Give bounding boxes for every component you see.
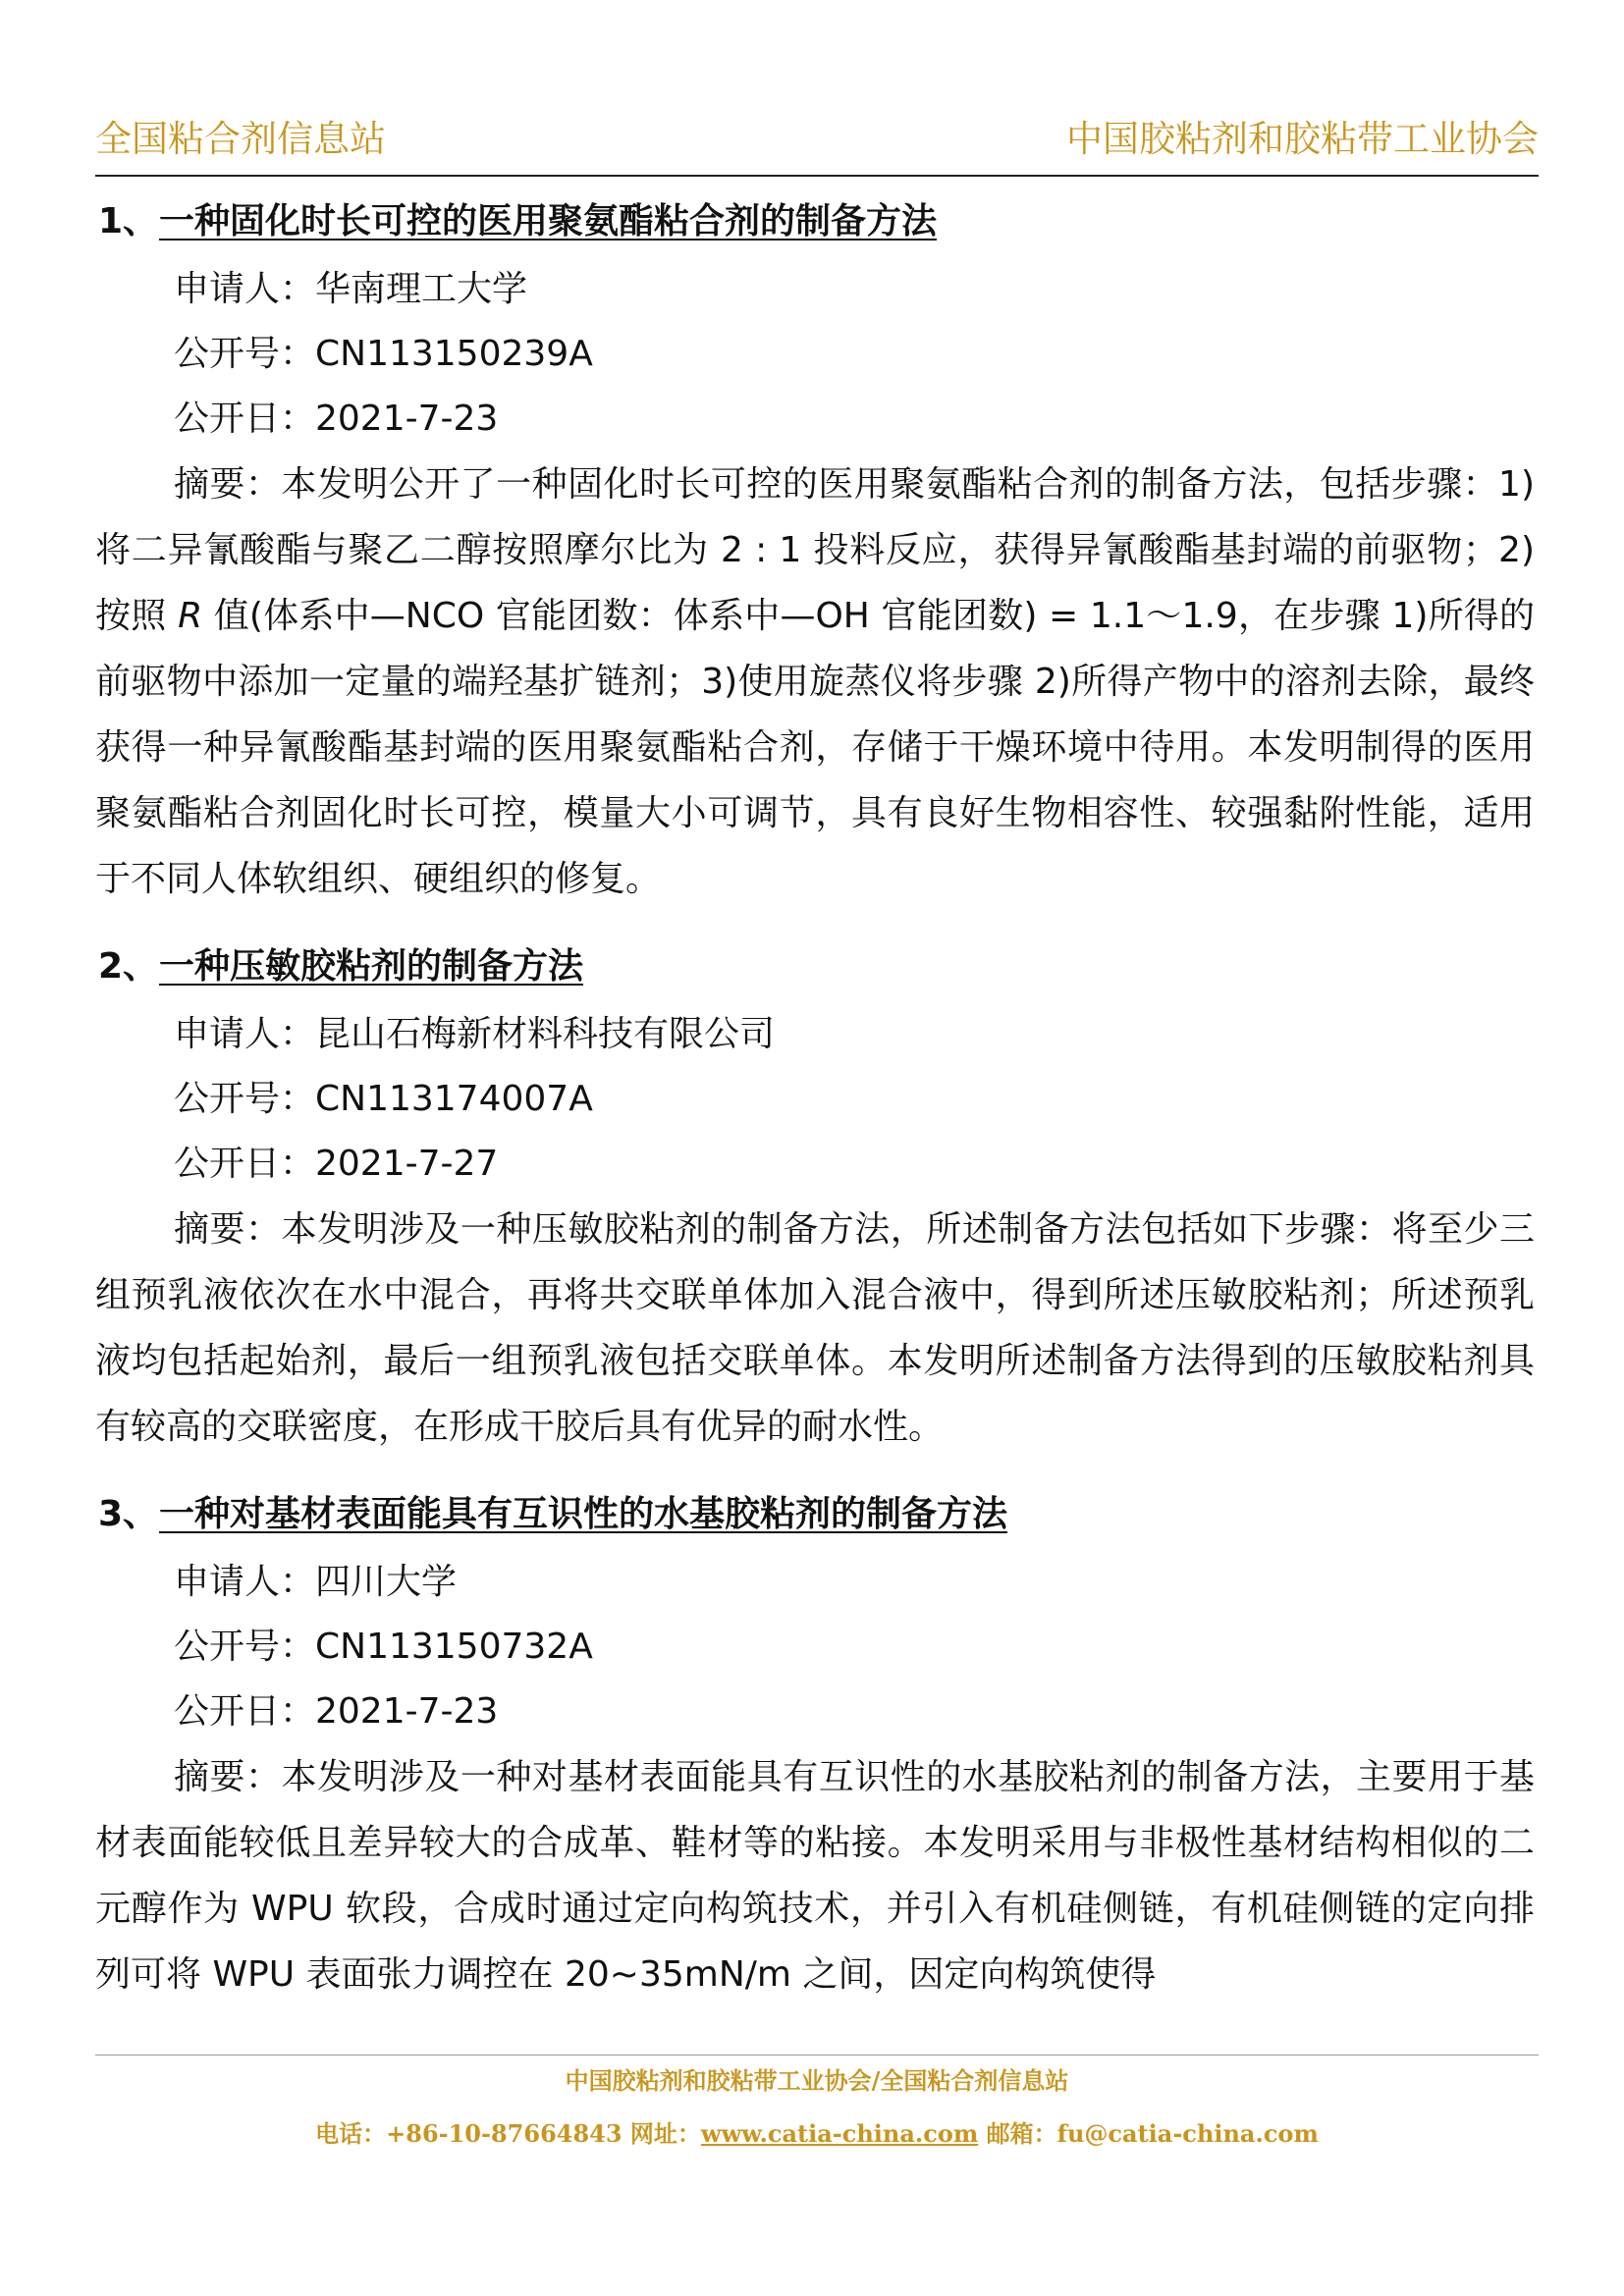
patent-title bbox=[98, 1487, 1539, 1550]
footer-contact bbox=[95, 2118, 1539, 2150]
publication-number: 公开号：CN113174007A bbox=[174, 1079, 593, 1119]
publication-number: 公开号：CN113150239A bbox=[174, 334, 593, 374]
abstract: 摘要：本发明涉及一种对基材表面能具有互识性的水基胶粘剂的制备方法，主要用于基材表面能较低且差异较大的合成革、鞋材等的粘接。本发明采用与非极性基材结构相似的二元醇作为 WPU 软段，合成时通过定向构筑技术，并引入有机硅侧链，有机硅侧链的定向排列可将 WPU 表面张力调控在 20~35mN/m 之间，因定向构筑使得 bbox=[95, 1757, 1535, 1995]
header-site-name: 全国粘合剂信息站 bbox=[95, 118, 386, 160]
abstract: 摘要：本发明涉及一种压敏胶粘剂的制备方法，所述制备方法包括如下步骤：将至少三组预乳液依次在水中混合，再将共交联单体加入混合液中，得到所述压敏胶粘剂；所述预乳液均包括起始剂，最后一组预乳液包括交联单体。本发明所述制备方法得到的压敏胶粘剂具有较高的交联密度，在形成干胶后具有优异的耐水性。 bbox=[95, 1209, 1535, 1447]
footer-phone: 电话：+86-10-87664843 网址： bbox=[315, 2119, 701, 2148]
footer-organization: 中国胶粘剂和胶粘带工业协会/全国粘合剂信息站 bbox=[565, 2066, 1069, 2095]
patent-title-text: 一种对基材表面能具有互识性的水基胶粘剂的制备方法 bbox=[159, 1494, 1008, 1534]
patent-title bbox=[98, 939, 1539, 1002]
patent-number: 2、 bbox=[98, 946, 159, 987]
publication-date: 公开日：2021-7-23 bbox=[174, 1691, 499, 1732]
publication-date: 公开日：2021-7-23 bbox=[174, 399, 499, 439]
patent-number: 1、 bbox=[98, 201, 159, 241]
patent-title-text: 一种固化时长可控的医用聚氨酯粘合剂的制备方法 bbox=[159, 201, 938, 241]
applicant: 申请人：昆山石梅新材料科技有限公司 bbox=[174, 1014, 776, 1054]
publication-number: 公开号：CN113150732A bbox=[174, 1627, 593, 1667]
applicant: 申请人：四川大学 bbox=[174, 1562, 458, 1602]
footer-email: 邮箱：fu@catia-china.com bbox=[978, 2119, 1319, 2148]
applicant: 申请人：华南理工大学 bbox=[174, 269, 528, 309]
patent-title bbox=[98, 194, 1539, 257]
page-header bbox=[95, 116, 1539, 177]
header-association-name: 中国胶粘剂和胶粘带工业协会 bbox=[1066, 118, 1539, 160]
abstract bbox=[95, 452, 1539, 912]
abstract-part-b: 值(体系中—NCO 官能团数：体系中—OH 官能团数) = 1.1～1.9，在步骤 1)所得的前驱物中添加一定量的端羟基扩链剂；3)使用旋蒸仪将步骤 2)所得产物中的溶剂去除，最终获得一种异氰酸酯基封端的医用聚氨酯粘合剂，存储于干燥环境中待用。本发明制得的医用聚氨酯粘合剂固化时长可控，模量大小可调节，具有良好生物相容性、较强黏附性能，适用于不同人体软组织、硬组织的修复。 bbox=[95, 596, 1535, 899]
abstract-italic-r: R bbox=[178, 596, 203, 636]
patent-list bbox=[95, 194, 1539, 2013]
abstract-part-a: 摘要：本发明公开了一种固化时长可控的医用聚氨酯粘合剂的制备方法，包括步骤：1)将二异氰酸酯与聚乙二醇按照摩尔比为 2 : 1 投料反应，获得异氰酸酯基封端的前驱物；2)按照 bbox=[95, 464, 1535, 636]
publication-date: 公开日：2021-7-27 bbox=[174, 1144, 499, 1184]
patent-entry bbox=[95, 194, 1539, 912]
footer-divider bbox=[95, 2055, 1539, 2056]
patent-entry bbox=[95, 939, 1539, 1460]
patent-number: 3、 bbox=[98, 1494, 159, 1534]
footer-website-link[interactable]: www.catia-china.com bbox=[700, 2119, 979, 2148]
patent-entry bbox=[95, 1487, 1539, 2007]
patent-title-text: 一种压敏胶粘剂的制备方法 bbox=[159, 946, 584, 987]
